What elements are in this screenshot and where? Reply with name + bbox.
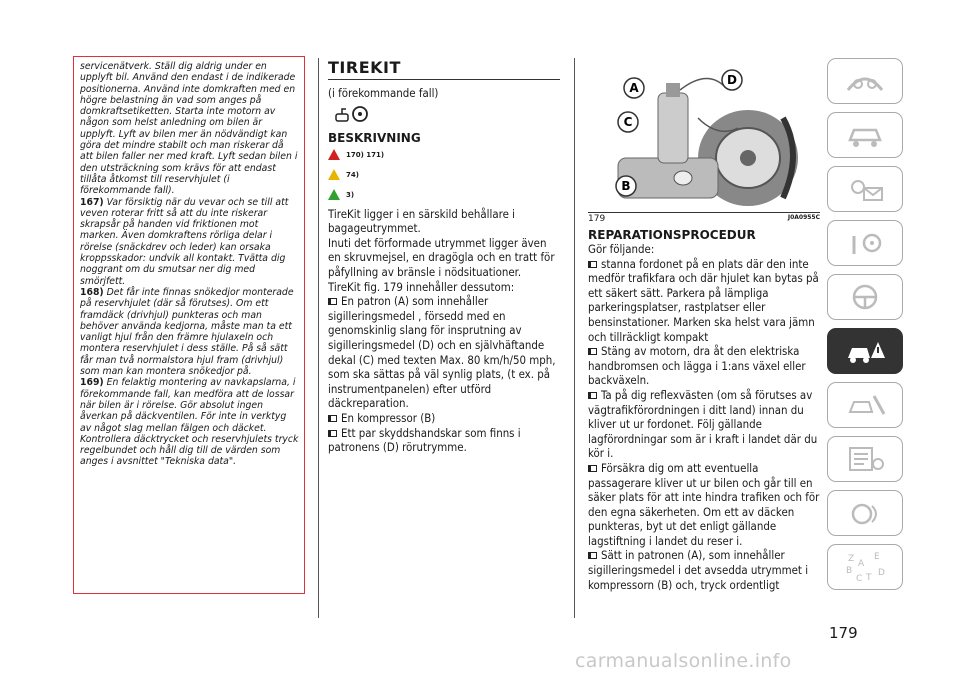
svg-text:D: D [727,73,737,87]
section-heading: REPARATIONSPROCEDUR [588,228,756,242]
wrench-car-icon [842,390,888,420]
bullet-icon [328,298,337,305]
bullet-icon [588,465,597,472]
svg-text:E: E [874,552,880,562]
tirekit-icon [334,105,560,127]
column-divider [318,58,319,618]
column-divider [574,58,575,618]
bullet-icon [588,348,597,355]
tab-sun-message[interactable] [827,166,903,212]
tab-lights[interactable] [827,112,903,158]
figure-number: 179 [588,214,606,224]
tab-dashboard[interactable] [827,58,903,104]
tirekit-column [328,58,560,455]
warning-red-row: 170) 171) [328,145,560,165]
warning-intro: servicenätverk. Ställ dig aldrig under en upplyft bil. Använd den endast i de indikerade positionerna. Använd inte domkraften med en högre belastning än vad som anges på domkraftsetiketten. Starta inte motorn av någon som helst anledning om bilen är upplyft. Lyft av bilen mer än nödvändigt kan göra det mindre stabilt och man riskerar då att bilen faller ner med kraft. Lyft sedan bilen i den utsträckning som krävs för att endast tillåta åtkomst till reservhjulet (i förekommande fall). [80,61,298,197]
svg-text:B: B [621,179,631,193]
sun-message-icon [842,174,888,204]
svg-text:Z: Z [848,554,855,564]
warning-yellow-row: 74) [328,165,560,185]
bullet-icon [588,392,597,399]
warning-red-icon [328,149,340,160]
car-lights-icon [842,120,888,150]
svg-text:A: A [858,559,865,569]
bullet-icon [588,552,597,559]
procedure-text: Gör följande: stanna fordonet på en plats där den inte medför trafikfara och där hjulet kan bytas på ett säkert sätt. Parkera på lämpliga parkeringsplatser, rastplatser eller bensinstationer. Marken ska helst vara jämn och tillräckligt kompakt Stäng av motorn, dra åt den elektriska handbromsen och lägga i 1:ans växel eller backväxeln. Ta på dig reflexvästen (om så förutses av vägtrafikförordningen i ditt land) innan du kliver ut ur fordonet. Följ gällande lagförordningar som är i kraft i landet där du kör i. Försäkra dig om att eventuella passagerare kliver ut ur bilen och går till en säker plats för att inte hindra trafiken och för den egna säkerheten. Om ett av däcken punkteras, byt ut det enligt gällande lagstiftning i landet du reser i. Sätt in patronen (A), som innehåller sigilleringsmedel i det avsedda utrymmet i kompressorn (B) och, tryck ordentligt [588,242,820,592]
svg-text:C: C [623,115,633,129]
tab-technical-data[interactable] [827,436,903,482]
figure-179 [588,58,820,222]
tab-index[interactable] [827,544,903,590]
bullet-icon [588,261,597,268]
warning-green-row: 3) [328,185,560,205]
car-emergency-icon [842,336,888,366]
chapter-tabs [827,58,903,598]
section-heading: BESKRIVNING [328,130,421,145]
key-seat-icon [842,228,888,258]
subtitle: (i förekommande fall) [328,86,439,100]
tab-multimedia[interactable] [827,490,903,536]
svg-text:T: T [866,573,872,583]
page-title: TIREKIT [328,58,401,77]
description-text: TireKit ligger i en särskild behållare i bagageutrymmet. Inuti det förformade utrymmet ligger även en skruvmejsel, en dragögla och en tratt för påfyllning av bränsle i nödsituationer. TireKit fig. 179 innehåller dessutom: En patron (A) som innehåller sigilleringsmedel , försedd med en genomskinlig slang för insprutning av sigilleringsmedel (D) och en självhäftande dekal (C) med texten Max. 80 km/h/50 mph, som ska sättas på väl synlig plats, (t ex. på instrumentpanelen) efter utförd däckreparation. En kompressor (B) Ett par skyddshandskar som finns i patronens (D) rörutrymme. [328,206,556,455]
environment-green-icon [328,189,340,200]
bullet-icon [328,415,337,422]
tirekit-illustration [588,58,820,208]
caution-yellow-icon [328,169,340,180]
svg-text:B: B [846,566,853,576]
warning-167: 167) Var försiktig när du vevar och se till att veven roterar fritt så att du inte riskerar skrapsår på handen vid friktionen mot marken. Även domkraftens rörliga delar i rörelse (snäckdrev och leder) kan orsaka kroppsskador: undvik all kontakt. Tvätta dig noggrant om du smutsar ner dig med smörjfett. [80,196,289,287]
index-letters-icon [842,550,888,584]
svg-text:D: D [878,568,885,578]
figure-code: J0A0955C [787,214,820,221]
svg-text:A: A [629,81,639,95]
warning-box [73,56,305,594]
warning-168: 168) Det får inte finnas snökedjor monterade på reservhjulet (där så förutses). Om ett framdäck (drivhjul) punkteras och man behöver använda kedjorna, måste man ta ett vanligt hjul från den främre hjulaxeln och montera reservhjulet i dess ställe. På så sätt får man två normalstora hjul fram (drivhjul) som man kan montera snökedjor på. [80,286,294,378]
car-dashboard-icon [842,66,888,96]
page-number: 179 [829,624,858,642]
procedure-column [588,58,820,592]
tab-emergency[interactable] [827,328,903,374]
warning-169: 169) En felaktig montering av navkapslarna, i förekommande fall, kan medföra att de lossar när bilen är i rörelse. Gör absolut ingen åverkan på däckventilen. För inte in verktyg av något slag mellan fälgen och däcket. Kontrollera däcktrycket och reservhjulets tryck regelbundet och håll dig till de värden som anges i avsnittet "Tekniska data". [80,377,299,468]
tab-maintenance[interactable] [827,382,903,428]
svg-text:C: C [856,574,863,584]
bullet-icon [328,430,337,437]
tab-safety[interactable] [827,220,903,266]
tab-driving[interactable] [827,274,903,320]
data-list-icon [842,444,888,474]
media-icon [842,498,888,528]
steering-wheel-icon [842,282,888,312]
watermark: carmanualsonline.info [575,650,792,672]
